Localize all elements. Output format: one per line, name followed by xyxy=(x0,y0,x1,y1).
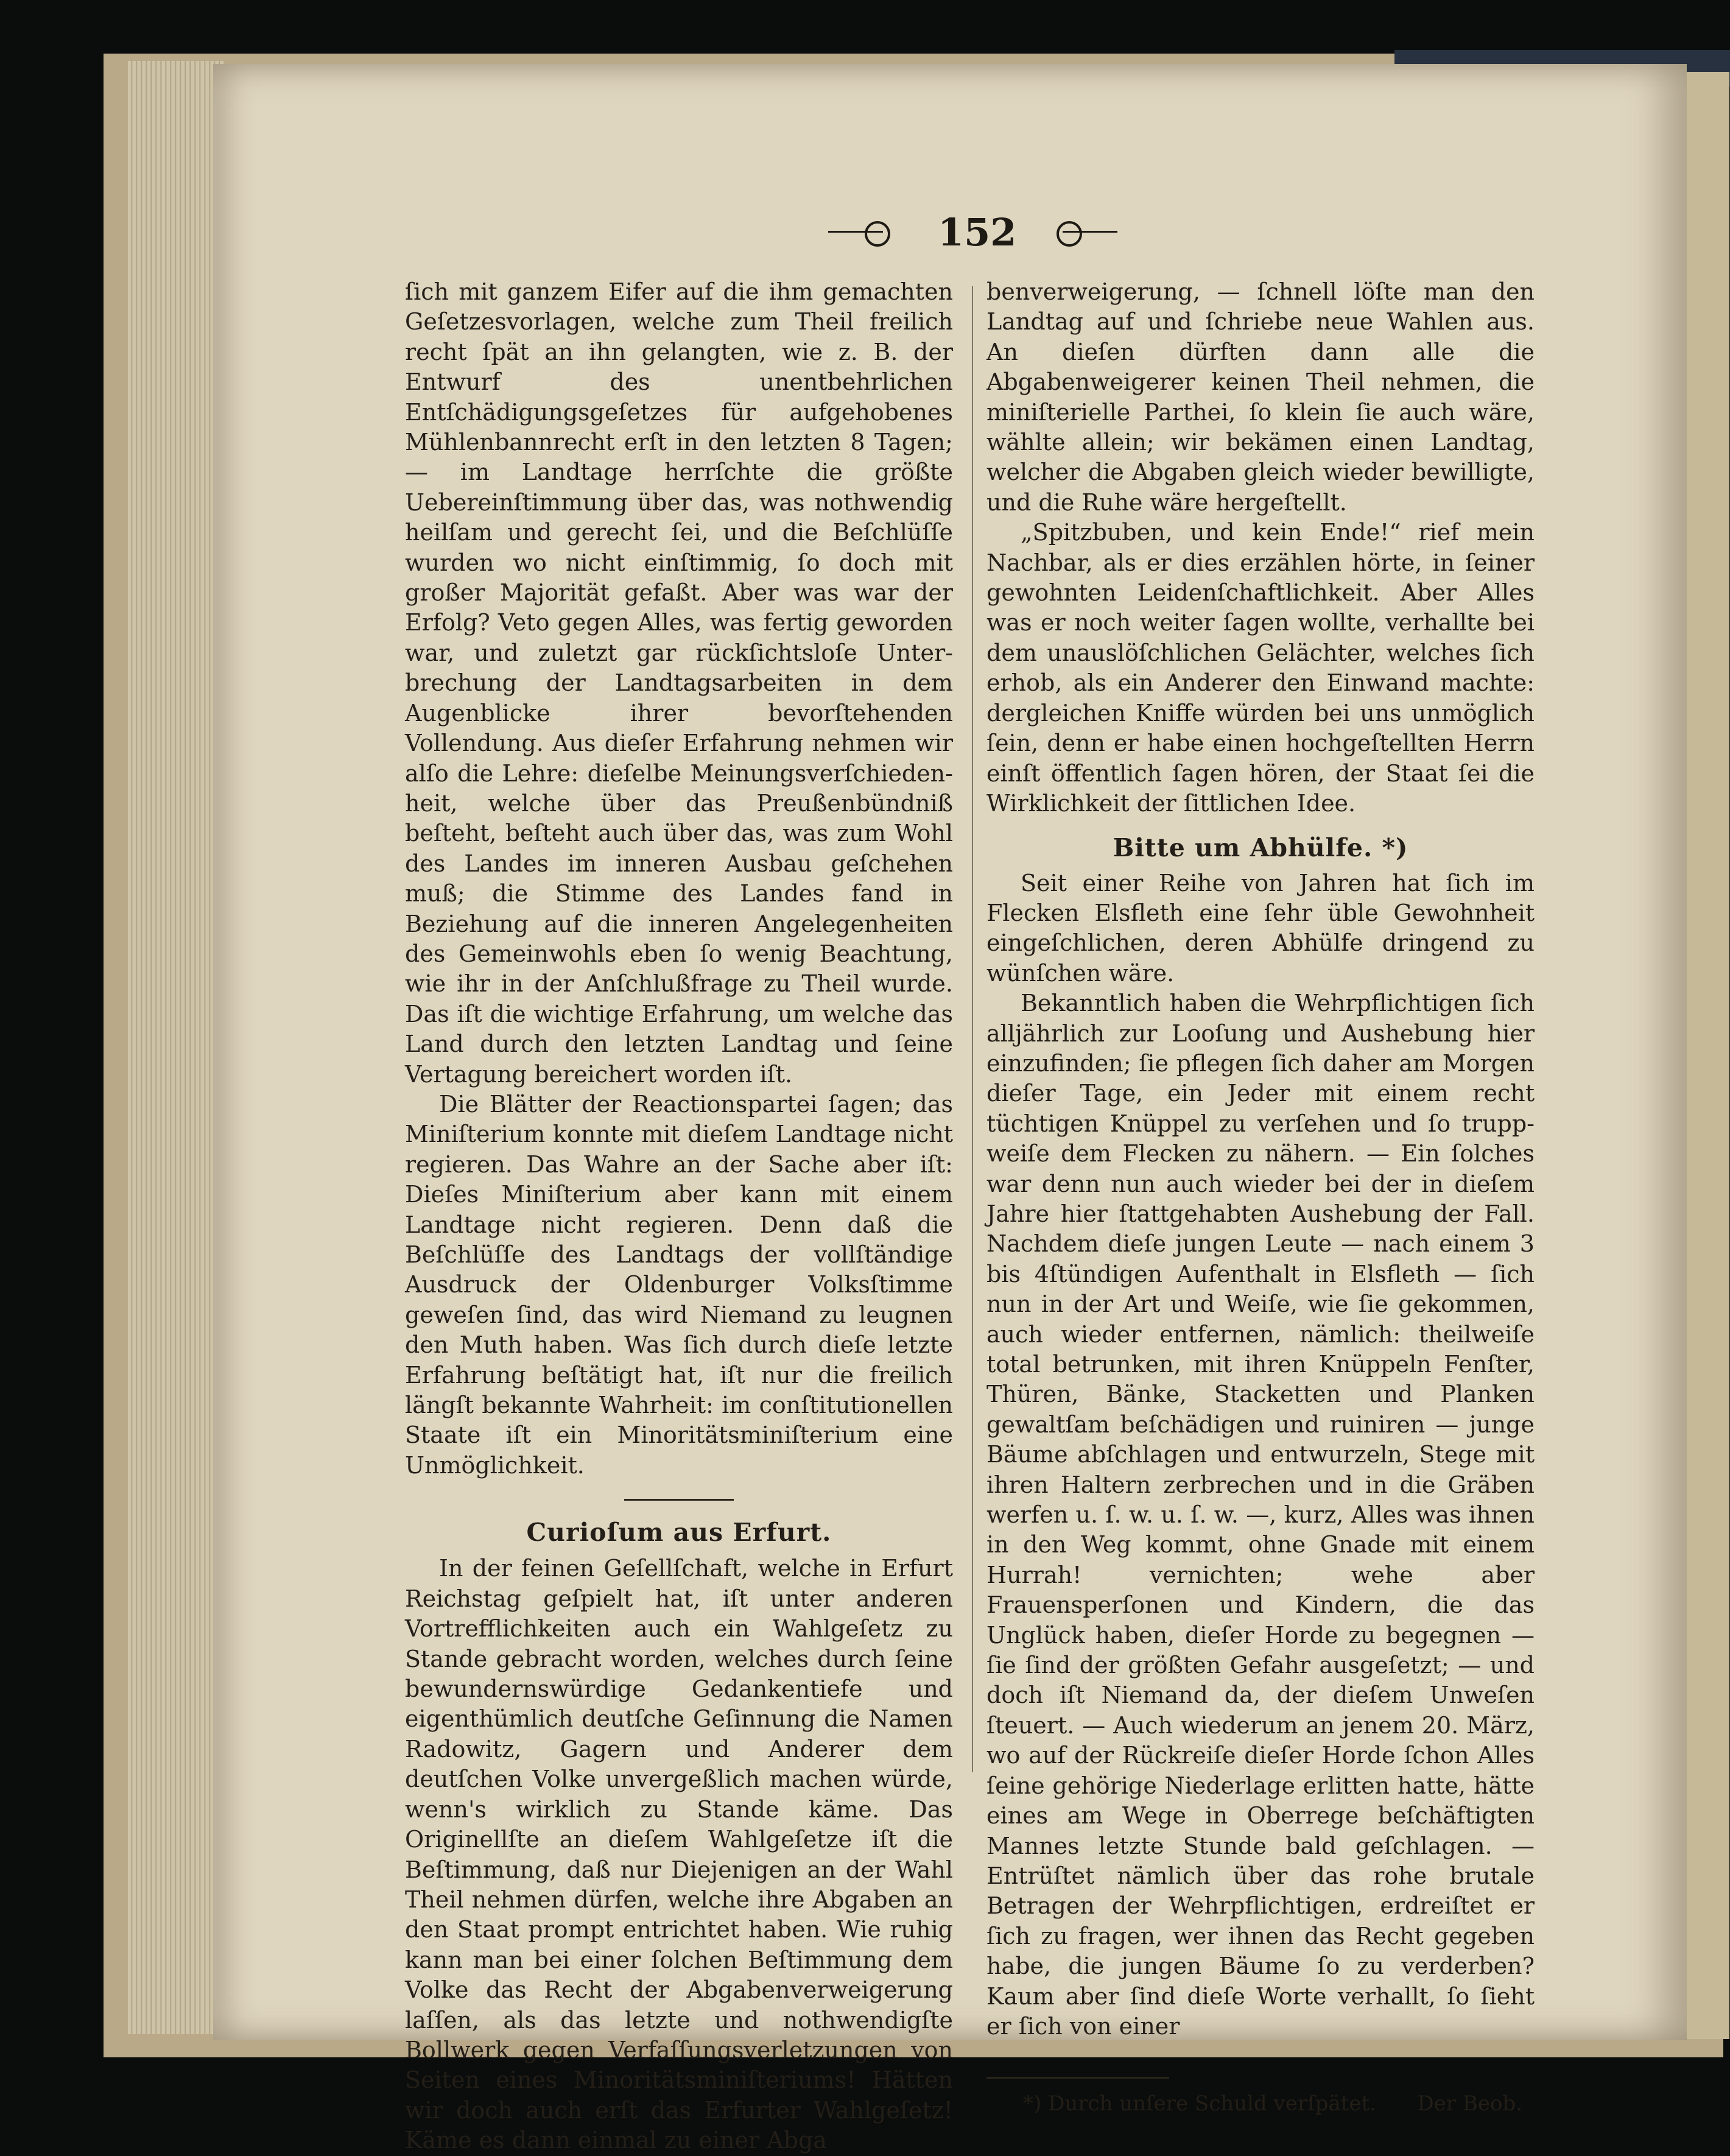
section-divider xyxy=(624,1499,734,1501)
page-edge xyxy=(1687,72,1729,2039)
article-heading: Bitte um Abhülfe. *) xyxy=(1113,833,1408,863)
footnote-text: *) Durch unſere Schuld verſpätet. xyxy=(1023,2091,1376,2116)
footnote-rule xyxy=(986,2077,1169,2079)
paragraph: Die Blätter der Reactionspartei ſagen; das Miniſterium konnte mit dieſem Landtage nicht regieren. Das Wahre an der Sache aber iſt: Dieſes Miniſterium aber kann mit einem Landtage nicht regieren. Denn daß die Beſchlüſſe des Landtags der vollſtändige Ausdruck der Oldenburger Volksſtimme geweſen ſind, das wird Niemand zu leugnen den Muth haben. Was ſich durch dieſe letzte Erfahrung beſtätigt hat, iſt nur die freilich längſt bekannte Wahrheit: im conſtitutionellen Staate iſt ein Minoritätsminiſterium eine Unmöglichkeit. xyxy=(405,1090,953,1479)
footnote xyxy=(986,2091,1535,2116)
paragraph: benverweigerung, — ſchnell löſte man den Landtag auf und ſchriebe neue Wahlen aus. An dieſen dürften dann alle die Abgabenweigerer keinen Theil nehmen, die miniſterielle Parthei, ſo klein ſie auch wäre, wählte allein; wir bekämen einen Landtag, welcher die Abgaben gleich wieder bewilligte, und die Ruhe wäre hergeſtellt. xyxy=(986,278,1535,516)
paragraph: Bekanntlich haben die Wehrpflichtigen ſich alljährlich zur Looſung und Aushebung hier einzufinden; ſie pflegen ſich daher am Morgen dieſer Tage, ein Jeder mit einem recht tüchtigen Knüppel zu verſehen und ſo truppweiſe dem Flecken zu nähern. — Ein ſolches war denn nun auch wieder bei der in dieſem Jahre hier ſtattgehabten Aushebung der Fall. Nachdem dieſe jungen Leute — nach einem 3 bis 4ſtündigen Aufenthalt in Elsfleth — ſich nun in der Art und Weiſe, wie ſie gekommen, auch wieder entfernen, nämlich: theilweiſe total betrunken, mit ihren Knüppeln Fenſter, Thüren, Bänke, Stacketten und Planken gewaltſam beſchädigen und ruiniren — junge Bäume abſchlagen und entwurzeln, Stege mit ihren Haltern zerbrechen und in die Gräben werfen u. ſ. w. u. ſ. w. —, kurz, Alles was ihnen in den Weg kommt, ohne Gnade mit einem Hurrah! vernichten; wehe aber Frauensperſonen und Kindern, die das Unglück haben, dieſer Horde zu begegnen — ſie ſind der größten Gefahr ausgeſetzt; — und doch iſt Niemand da, der dieſem Unweſen ſteuert. — Auch wiederum an jenem 20. März, wo auf der Rückreiſe dieſer Horde ſchon Alles ſeine gehörige Niederlage erlitten hatte, hätte eines am Wege in Oberrege beſchäftigten Mannes letzte Stunde bald geſchlagen. — Entrüſtet nämlich über das rohe brutale Betragen der Wehrpflichtigen, erdreiſtet er ſich zu fragen, wer ihnen das Recht gegeben habe, die jungen Bäume ſo zu verderben? Kaum aber ſind dieſe Worte verhallt, ſo ſieht er ſich von einer xyxy=(986,990,1535,2040)
right-ornament-icon xyxy=(1050,216,1117,247)
left-ornament-icon xyxy=(828,216,895,247)
paragraph: In der feinen Geſellſchaft, welche in Erfurt Reichstag geſpielt hat, iſt unter anderen Vortrefflichkeiten auch ein Wahlgeſetz zu Stande gebracht worden, welches durch ſeine bewundernswürdige Gedankentiefe und eigenthümlich deutſche Geſinnung die Namen Radowitz, Gagern und Anderer dem deutſchen Volke unvergeßlich machen würde, wenn's wirklich zu Stande käme. Das Originellſte an dieſem Wahlgeſetze iſt die Beſtimmung, daß nur Diejenigen an der Wahl Theil nehmen dürfen, welche ihre Abgaben an den Staat prompt entrichtet haben. Wie ruhig kann man bei einer ſolchen Beſtimmung dem Volke das Recht der Abgabenverweigerung laſſen, als das letzte und nothwendigſte Bollwerk gegen Verfaſſungsverletzungen von Seiten eines Minoritätsminiſteriums! Hätten wir doch auch erſt das Erfurter Wahlgeſetz! Käme es dann einmal zu einer Abga xyxy=(405,1555,953,2154)
right-column xyxy=(986,277,1535,2116)
footnote-signature: Der Beob. xyxy=(1417,2091,1522,2116)
page-stack xyxy=(128,61,225,2034)
page-number: 152 xyxy=(938,210,1017,255)
paragraph: „Spitzbuben, und kein Ende!“ rief mein Nachbar, als er dies erzählen hörte, in ſeiner gewohnten Leidenſchaftlichkeit. Aber Alles was er noch weiter ſagen wollte, verhallte bei dem unauslöſchlichen Gelächter, welches ſich erhob, als ein Anderer den Einwand machte: dergleichen Kniffe würden bei uns unmöglich ſein, denn er habe einen hochgeſtellten Herrn einſt öffentlich ſagen hören, der Staat ſei die Wirklichkeit der ſittlichen Idee. xyxy=(986,519,1535,817)
paragraph: ſich mit ganzem Eifer auf die ihm gemachten Geſetzesvorlagen, welche zum Theil freilich recht ſpät an ihn gelangten, wie z. B. der Entwurf des unentbehrlichen Entſchädigungsgeſetzes für aufgehobenes Mühlenbannrecht erſt in den letzten 8 Tagen; — im Landtage herrſchte die größte Uebereinſtimmung über das, was nothwendig heilſam und gerecht ſei, und die Beſchlüſſe wurden wo nicht einſtimmig, ſo doch mit großer Majorität gefaßt. Aber was war der Erfolg? Veto gegen Alles, was fertig geworden war, und zuletzt gar rückſichtsloſe Unterbrechung der Landtagsarbeiten in dem Augenblicke ihrer bevorſtehenden Vollendung. Aus dieſer Erfahrung nehmen wir alſo die Lehre: dieſelbe Meinungsverſchiedenheit, welche über das Preußenbündniß beſteht, beſteht auch über das, was zum Wohl des Landes im inneren Ausbau geſchehen muß; die Stimme des Landes fand in Beziehung auf die inneren Angelegenheiten des Gemeinwohls eben ſo wenig Beachtung, wie ihr in der Anſchlußfrage zu Theil wurde. Das iſt die wichtige Erfahrung, um welche das Land durch den letzten Landtag und ſeine Vertagung bereichert worden iſt. xyxy=(405,278,953,1088)
left-column xyxy=(405,277,953,2156)
article-heading: Curioſum aus Erfurt. xyxy=(526,1518,832,1548)
paragraph: Seit einer Reihe von Jahren hat ſich im Flecken Elsfleth eine ſehr üble Gewohnheit eingeſchlichen, deren Abhülfe dringend zu wünſchen wäre. xyxy=(986,869,1535,987)
column-divider xyxy=(972,286,973,1772)
